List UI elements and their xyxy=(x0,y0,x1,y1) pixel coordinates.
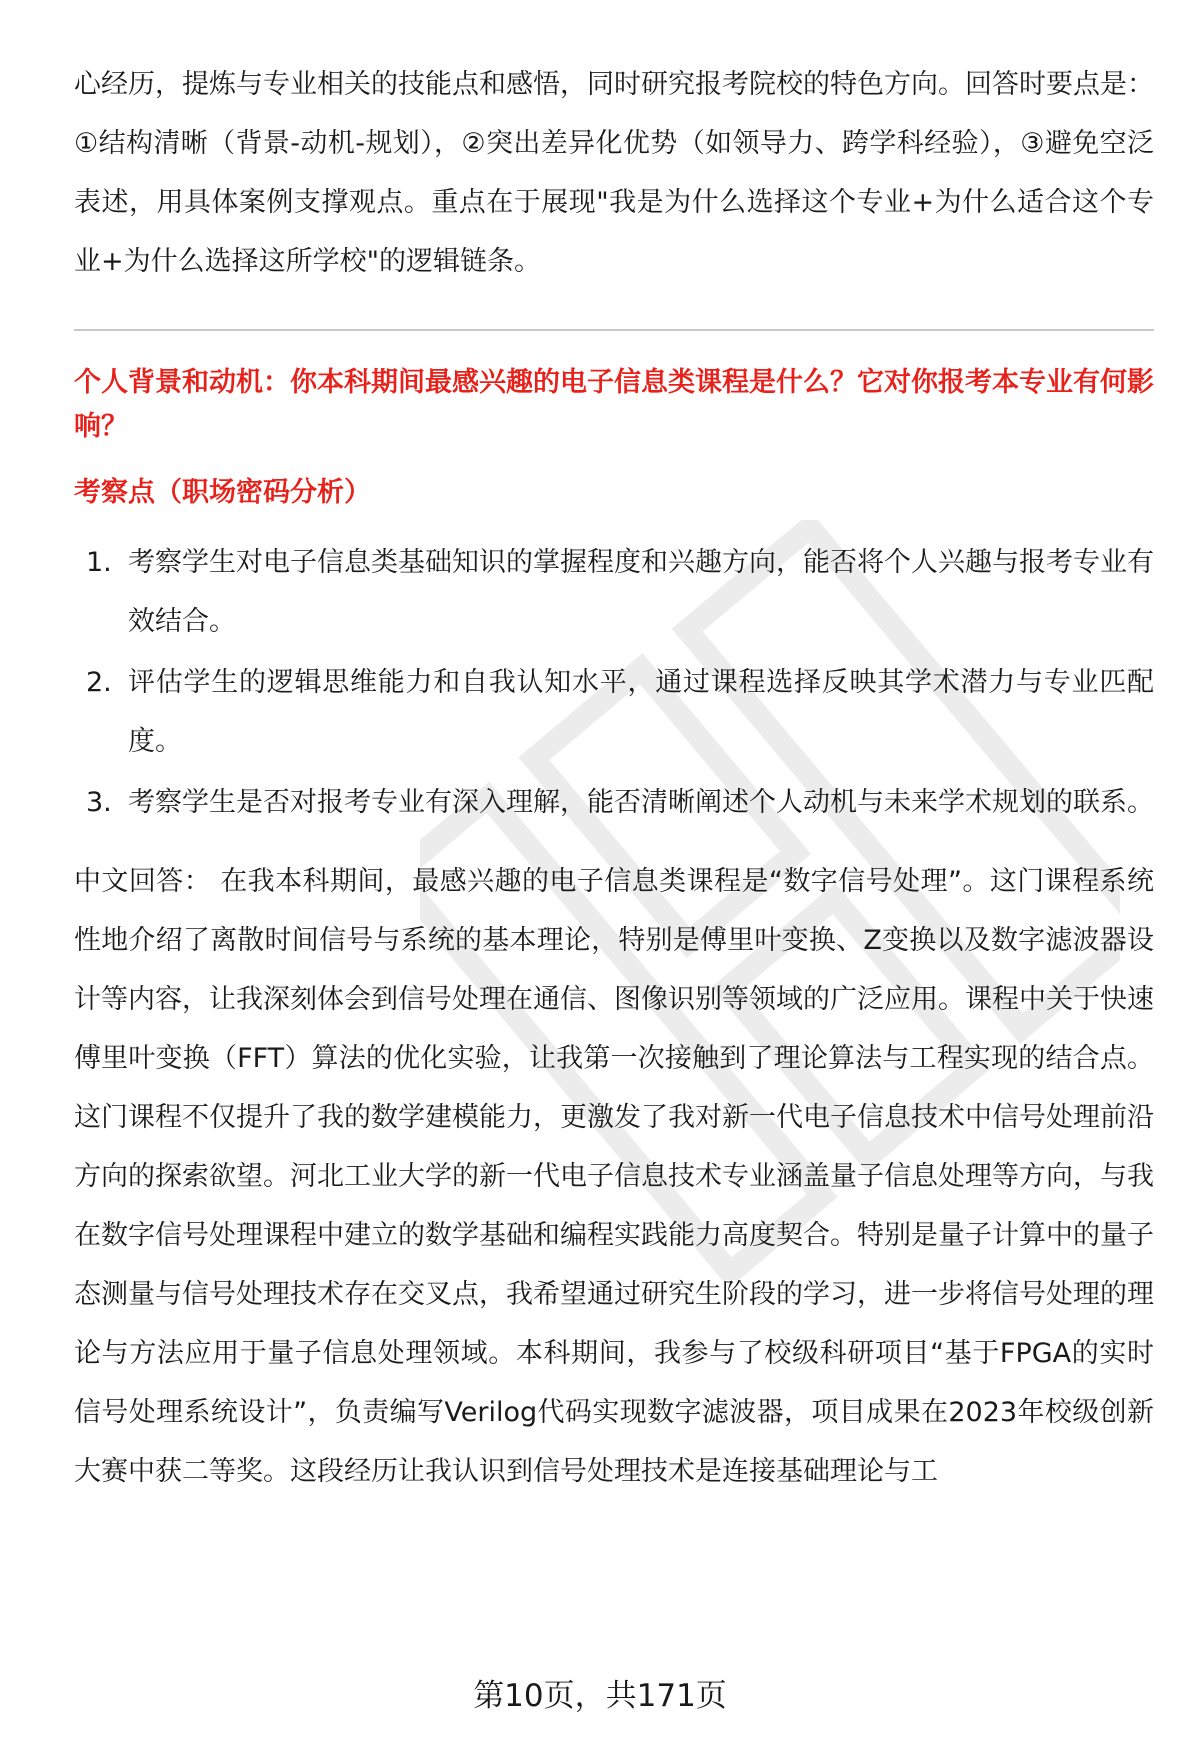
list-item xyxy=(74,653,1154,771)
list-item-text: 评估学生的逻辑思维能力和自我认知水平，通过课程选择反映其学术潜力与专业匹配度。 xyxy=(128,667,1154,757)
answer-paragraph: 中文回答： 在我本科期间，最感兴趣的电子信息类课程是“数字信号处理”。这门课程系统性地介绍了离散时间信号与系统的基本理论，特别是傅里叶变换、Z变换以及数字滤波器设计等内容，让我深刻体会到信号处理在通信、图像识别等领域的广泛应用。课程中关于快速傅里叶变换（FFT）算法的优化实验，让我第一次接触到了理论算法与工程实现的结合点。这门课程不仅提升了我的数学建模能力，更激发了我对新一代电子信息技术中信号处理前沿方向的探索欲望。河北工业大学的新一代电子信息技术专业涵盖量子信息处理等方向，与我在数字信号处理课程中建立的数学基础和编程实践能力高度契合。特别是量子计算中的量子态测量与信号处理技术存在交叉点，我希望通过研究生阶段的学习，进一步将信号处理的理论与方法应用于量子信息处理领域。本科期间，我参与了校级科研项目“基于FPGA的实时信号处理系统设计”，负责编写Verilog代码实现数字滤波器，项目成果在2023年校级创新大赛中获二等奖。这段经历让我认识到信号处理技术是连接基础理论与工 xyxy=(74,866,1154,1487)
list-item-text: 考察学生对电子信息类基础知识的掌握程度和兴趣方向，能否将个人兴趣与报考专业有效结合。 xyxy=(128,547,1154,637)
section-divider xyxy=(74,329,1154,331)
assessment-points-list xyxy=(74,533,1154,832)
list-item-number: 3. xyxy=(86,787,112,818)
assessment-subheading: 考察点（职场密码分析） xyxy=(74,477,371,508)
list-item xyxy=(74,533,1154,651)
document-page xyxy=(74,55,1154,1501)
intro-paragraph: 心经历，提炼与专业相关的技能点和感悟，同时研究报考院校的特色方向。回答时要点是：①结构清晰（背景-动机-规划），②突出差异化优势（如领导力、跨学科经验），③避免空泛表述，用具体案例支撑观点。重点在于展现"我是为什么选择这个专业+为什么适合这个专业+为什么选择这所学校"的逻辑链条。 xyxy=(74,69,1154,277)
list-item-text: 考察学生是否对报考专业有深入理解，能否清晰阐述个人动机与未来学术规划的联系。 xyxy=(128,787,1154,818)
list-item xyxy=(74,773,1154,832)
question-heading: 个人背景和动机：你本科期间最感兴趣的电子信息类课程是什么？它对你报考本专业有何影响？ xyxy=(74,367,1154,442)
page-footer: 第10页，共171页 xyxy=(473,1678,727,1714)
list-item-number: 1. xyxy=(86,547,112,578)
list-item-number: 2. xyxy=(86,667,112,698)
